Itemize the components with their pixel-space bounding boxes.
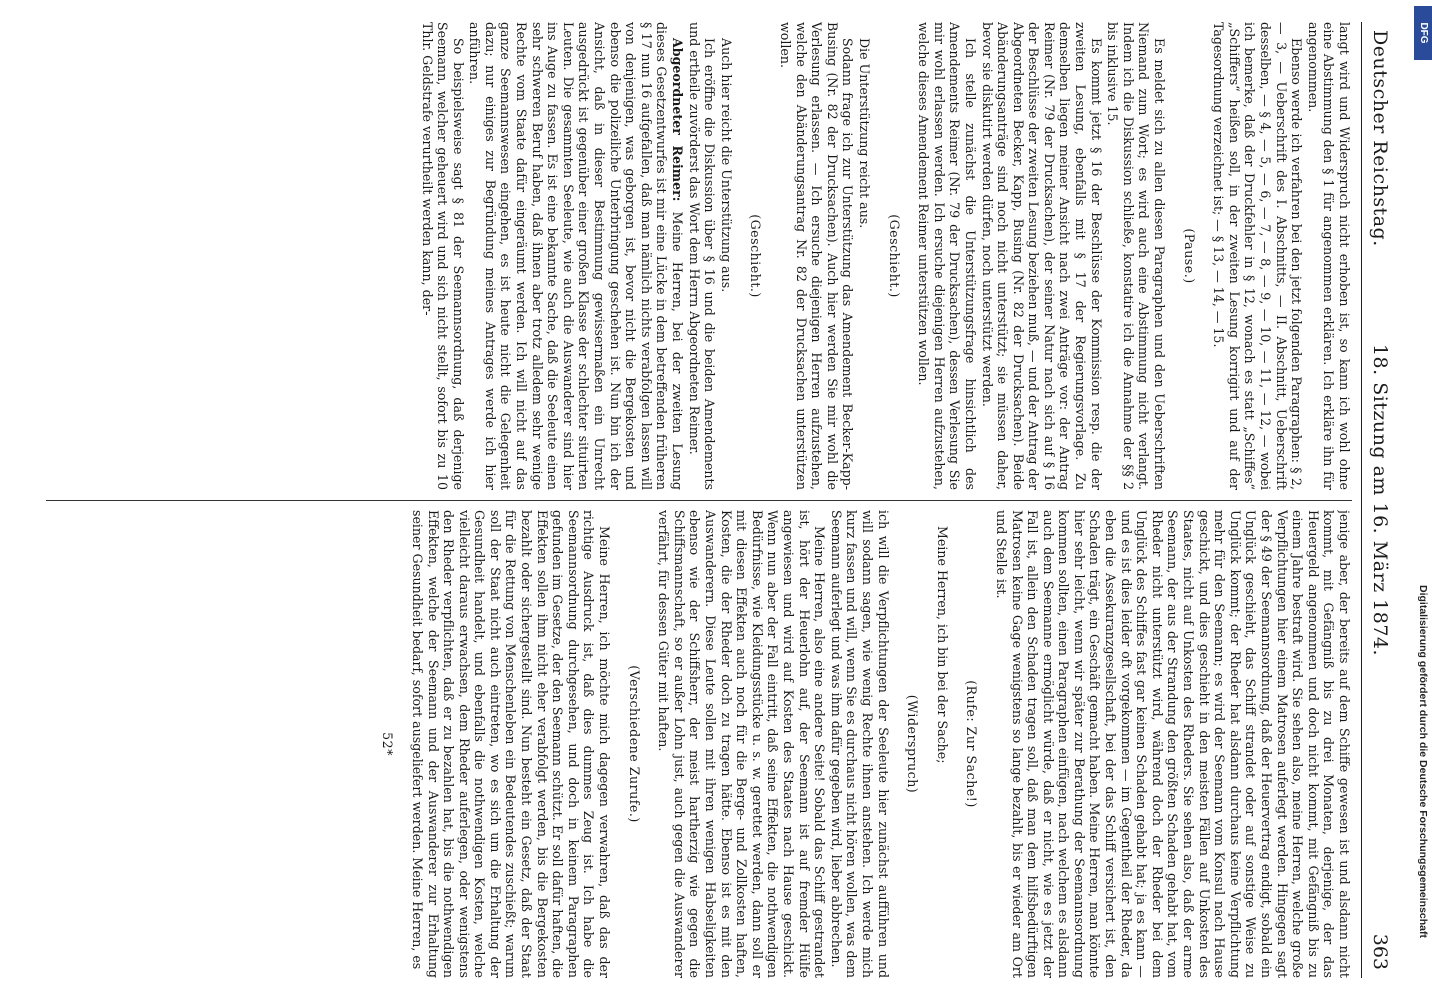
paragraph: ich will die Verpflichtungen der Seeleute hier zunächst aufführen und will sodann sagen, wie wenig Rechte ihnen anstehen. Ich werde mich kurz fassen und will, wenn Sie es durchaus nicht hören wollen, was dem Seemann auferlegt und was ihm dafür gegeben wird, lieber abbrechen. — [828, 510, 891, 978]
paragraph: Die Unterstützung reicht aus. — [856, 38, 872, 229]
paragraph: Ebenso werde ich verfahren bei den jetzt folgenden Paragraphen: § 2, — 3, — Ueberschrift des I. Abschnitts, — II. Abschnitt, Ueberschrift desselben, — § 4, — 5, — 6, — 7, — 8, — 9, — 10, — 11, — 12, — wobei ich bemerke, daß der Druckfehler in § 12, wonach es statt „Schiffes“ „Schiffers“ heißen soll, in der zweiten Lesung korrigirt und auf der Tagesordnung verzeichnet ist; — § 13, — 14, — 15. — [1211, 22, 1305, 490]
interjection: (Rufe: Zur Sache!) — [964, 680, 980, 808]
rotated-page-content — [38, 0, 1410, 1000]
digitization-note: Digitalisierung gefördert durch die Deutsche Forschungsgemeinschaft — [1417, 585, 1429, 938]
paragraph: langt wird und Widerspruch nicht erhoben ist, so kann ich wohl ohne eine Abstimmung den § 1 für angenommen erklären. Ich erkläre ihn für angenommen. — [1305, 22, 1352, 490]
paragraph: Auch hier reicht die Unterstützung aus. — [718, 38, 734, 293]
page-number: 363 — [1369, 933, 1391, 970]
interjection: (Geschieht.) — [748, 214, 764, 298]
left-column — [46, 22, 1352, 490]
speech-text: Meine Herren, bei der zweiten Lesung dieses Gesetzentwurfes ist mir eine Lücke in dem betreffenden früheren § 17 nun 16 aufgefallen, daß man nämlich nichts verabfolgen lassen will von denjenigen, was geborgen ist, bevor nicht die Bergekosten und ebenso die polizeiliche Unterbringung geschehen ist. Nun bin ich der Ansicht, daß in dieser Bestimmung gewissermaßen ein Unrecht ausgedrückt ist gegenüber einer großen Klasse der schlechter situirten Leuten. Die gesammten Seeleute, wie auch die Auswanderer sind hier ins Auge zu fassen. Es ist eine bekannte Sache, daß die Seeleute einen sehr schweren Beruf haben, daß ihnen aber trotz alledem sehr wenige Rechte vom Staate dafür eingeräumt werden. Ich will nicht auf das ganze Seemannswesen eingehen, es ist heute nicht die Gelegenheit dazu; nur einiges zur Begründung meines Antrages werde ich hier anführen. — [467, 22, 686, 490]
paragraph: jenige aber, der bereits auf dem Schiffe gewesen ist und alsdann nicht kommt, mit Gefängniß bis zu drei Monaten, derjenige, der das Heuergeld angenommen und doch nicht kommt, mit Gefängniß bis zu einem Jahre bestraft wird. Sie sehen also, meine Herren, welche große Verpflichtungen hier einem Matrosen auferlegt werden. Hingegen sagt der § 49 der Seemannsordnung, daß der Heuervertrag endigt, sobald ein Unglück geschieht, das Schiff strandet oder auf sonstige Weise zu Unglück kommt; der Rheder hat alsdann durchaus keine Verpflichtung mehr für den Seemann; es wird der Seemann vom Konsul nach Hause geschickt, und dies geschieht in den meisten Fällen auf Unkosten des Staates, nicht auf Unkosten des Rheders. Sie sehen also, daß der arme Seemann, der aus der Strandung den größten Schaden gehabt hat, vom Rheder nicht unterstützt wird, während doch der Rheder bei dem Unglück des Schiffes fast gar keinen Schaden gehabt hat; ja es kann — und es ist dies leider oft vorgekommen — im Gegentheil der Rheder, da eben die Assekuranzgesellschaft, bei der das Schiff versichert ist, den Schaden trägt, ein Geschäft gemacht haben. Meine Herren, man könnte hier sehr leicht, wenn wir später zur Berathung der Seemannsordnung kommen sollten, einen Paragraphen einfügen, nach welchem es alsdann auch dem Seemanne ermöglicht würde, daß er nicht, wie es jetzt der Fall ist, allein den Schaden tragen soll, daß man dem hilfsbedürftigen Matrosen keine Gage wenigstens so lange bezahlt, bis er wieder am Ort und Stelle ist. — [993, 510, 1352, 978]
speech-paragraph — [467, 22, 685, 490]
interjection: (Widerspruch) — [905, 694, 921, 794]
interjection: (Pause.) — [1181, 228, 1197, 284]
paragraph: Sodann frage ich zur Unterstützung das Amendement Becker-Kapp-Busing (Nr. 82 der Drucksachen). Auch hier werden Sie mir wohl die Verlesung erlassen. — Ich ersuche diejenigen Herren aufzustehen, welche den Abänderungsantrag Nr. 82 der Drucksachen unterstützen wollen. — [778, 22, 856, 490]
paragraph: Es kommt jetzt § 16 der Beschlüsse der Kommission resp. die der zweiten Lesung, ebenfalls mit § 17 der Regierungsvorlage. Zu demselben liegen meiner Ansicht nach zwei Anträge vor: der Antrag Reimer (Nr. 79 der Drucksachen), der seiner Natur nach sich auf § 16 der Beschlüsse der zweiten Lesung beziehen muß, — und der Antrag der Abgeordneten Becker, Kapp, Busing (Nr. 82 der Drucksachen). Beide Abänderungsanträge sind noch nicht unterstützt; sie müssen daher, bevor sie diskutirt werden dürfen, noch unterstützt werden. — [979, 22, 1104, 490]
dfg-logo — [1414, 6, 1432, 60]
session-title: 18. Sitzung am 16. März 1874. — [1369, 343, 1391, 657]
paragraph: Meine Herren, also eine andere Seite! Sobald das Schiff gestrandet ist, hört der Heuerlohn auf, der Seemann ist auf fremder Hülfe angewiesen und wird auf Kosten des Staates nach Hause geschickt. Wenn nun aber der Fall eintritt, daß seine Effekten, die nothwendigen Bedürfnisse, wie Kleidungsstücke u. s. w. gerettet werden, dann soll er mit diesen Effekten auch noch für die Berge- und Zollkosten haften, Kosten, die der Rheder doch zu tragen hätte. Ebenso ist es mit den Auswanderern. Diese Leute sollen mit ihren wenigen Habseligkeiten ebenso wie der Schiffsherr, der meist hartherzig wie gegen die Schiffsmannschaft, so er außer Lohn just, auch gegen die Auswanderer verfährt, für dessen Güter mit haften. — [656, 510, 828, 978]
interjection: (Verschiedene Zurufe.) — [626, 665, 642, 823]
paragraph: Ich eröffne die Diskussion über § 16 und die beiden Amendements und ertheile zuvörderst das Wort dem Herrn Abgeordneten Reimer. — [686, 22, 718, 490]
speaker-name: Abgeordneter Reimer: — [670, 38, 686, 202]
paragraph: Es meldet sich zu allen diesen Paragraphen und den Ueberschriften Niemand zum Wort; es wird auch eine Abstimmung nicht verlangt. Indem ich die Diskussion schließe, konstatire ich die Annahme der §§ 2 bis inklusive 15. — [1105, 22, 1168, 490]
journal-title: Deutscher Reichstag. — [1369, 30, 1391, 247]
column-divider — [46, 500, 1352, 501]
paragraph: Meine Herren, ich möchte mich dagegen verwahren, daß das der richtige Ausdruck ist, daß dies dummes Zeug ist. Ich habe die Seemannsordnung durchgesehen, und doch in keinem Paragraphen gefunden im Gesetze, der den Seemann schützt. Er soll dafür haften, die Effekten sollen ihm nicht eher verabfolgt werden, bis die Bergekosten bezahlt oder sichergestellt sind. Nun besteht ein Gesetz, daß der Staat für die Rettung von Menschenleben ein Bedeutendes zuschießt; warum soll der Staat nicht auch eintreten, wo es sich um die Erhaltung der Gesundheit handelt, und ebenfalls die nothwendigen Kosten, welche vielleicht daraus erwachsen, dem Rheder auferlegen, oder wenigstens den Rheder verpflichten, daß er zu bezahlen hat, bis die nothwendigen Effekten, welche der Seemann und der Auswanderer zur Erhaltung seiner Gesundheit bedarf, sofort ausgeliefert werden. Meine Herren, es — [409, 510, 613, 978]
dfg-logo-text: DFG — [1418, 22, 1429, 44]
paragraph: Meine Herren, ich bin bei der Sache; — [934, 526, 950, 764]
interjection: (Geschieht.) — [886, 214, 902, 298]
text-columns — [46, 22, 1352, 978]
right-column — [46, 510, 1352, 978]
paragraph: Ich stelle zunächst die Unterstützungsfrage hinsichtlich des Amendements Reimer (Nr. 79 der Drucksachen), dessen Verlesung Sie mir wohl erlassen werden. Ich ersuche diejenigen Herren aufzustehen, welche dieses Amendement Reimer unterstützen wollen. — [916, 22, 978, 490]
signature-mark: 52* — [380, 732, 396, 756]
running-head — [1361, 22, 1398, 978]
paragraph: So beispielsweise sagt § 81 der Seemannsordnung, daß derjenige Seemann, welcher geheuert wird und sich nicht stellt, sofort bis zu 10 Thlr. Geldstrafe verurtheilt werden kann, der- — [419, 22, 466, 490]
